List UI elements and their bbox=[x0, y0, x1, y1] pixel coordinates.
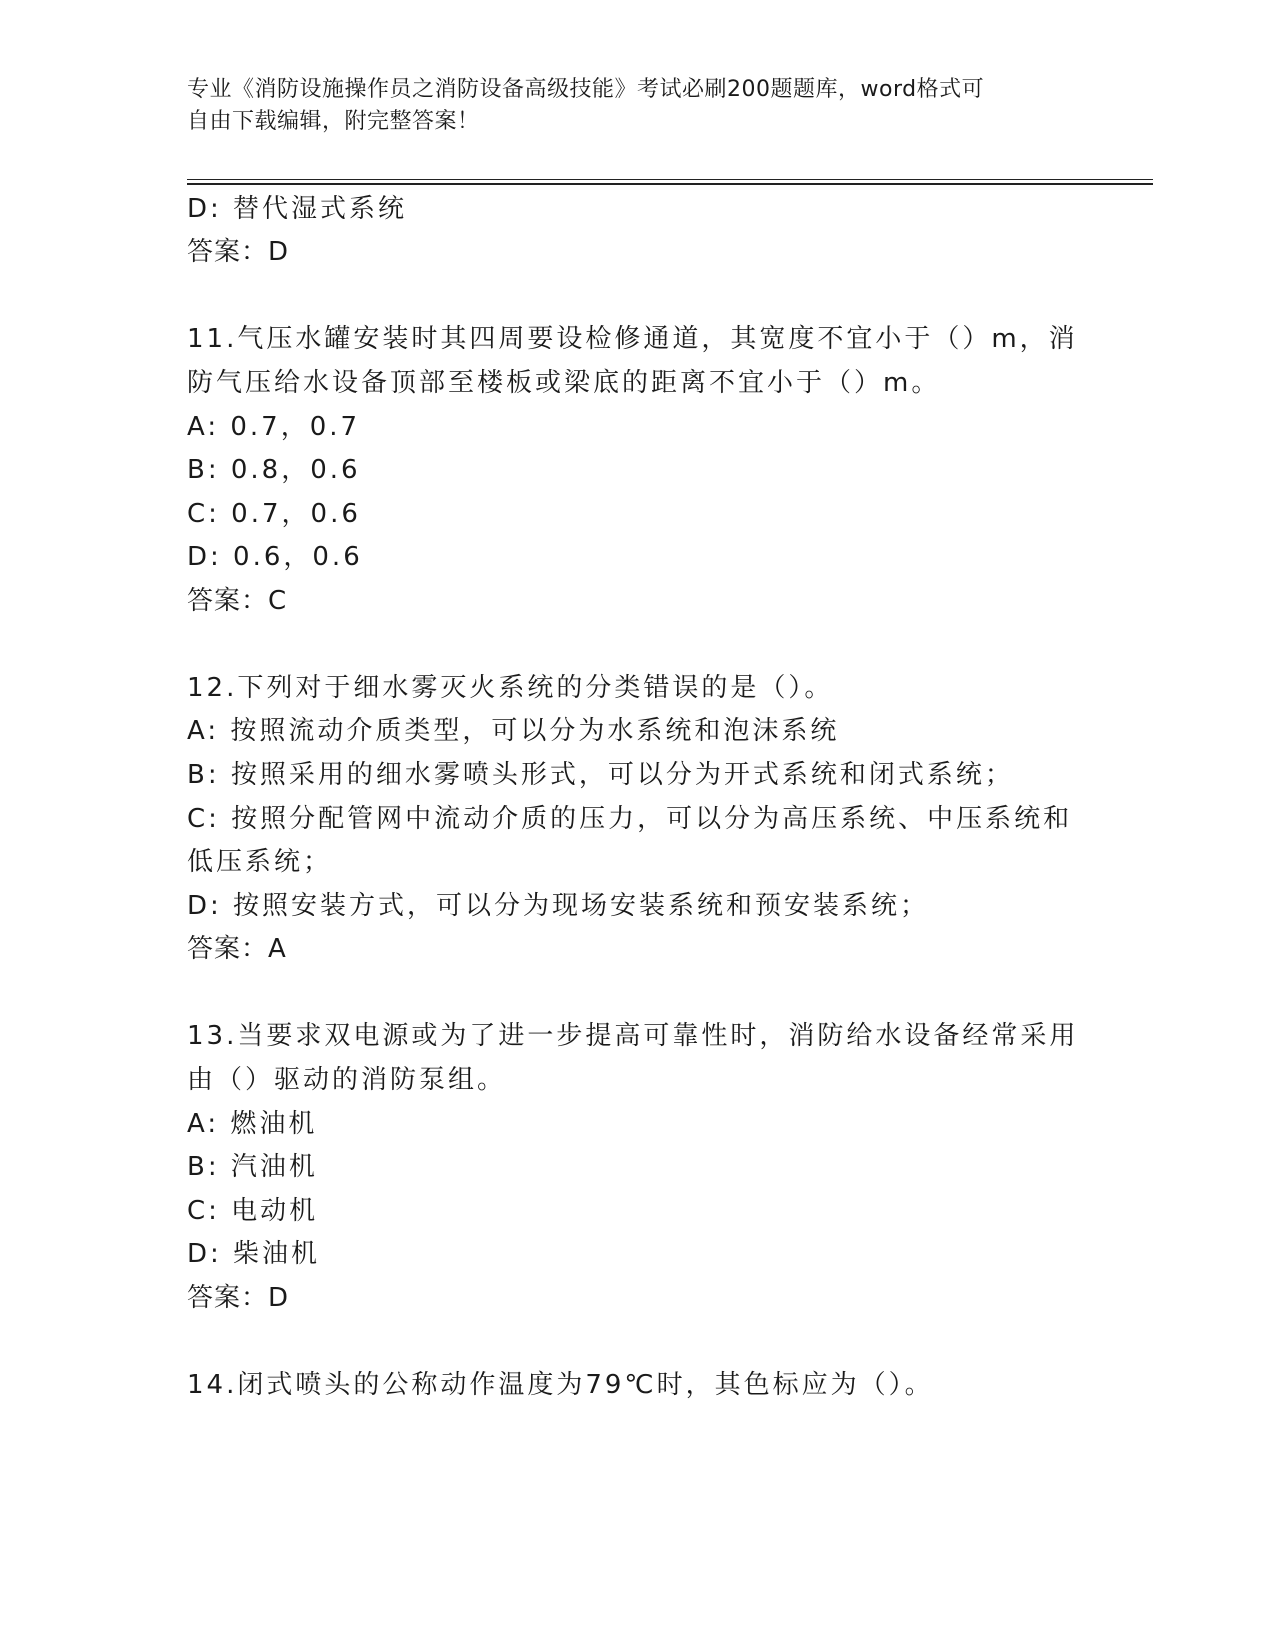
q11-answer: 答案：C bbox=[187, 586, 288, 616]
header-divider-thin bbox=[187, 179, 1153, 180]
q12-stem: 12.下列对于细水雾灭火系统的分类错误的是（）。 bbox=[187, 673, 834, 703]
q10-option-d: D: 替代湿式系统 bbox=[187, 194, 408, 224]
q12-option-a: A: 按照流动介质类型，可以分为水系统和泡沫系统 bbox=[187, 716, 840, 746]
q11-option-d: D: 0.6，0.6 bbox=[187, 542, 363, 572]
q12-option-b: B: 按照采用的细水雾喷头形式，可以分为开式系统和闭式系统； bbox=[187, 760, 1014, 790]
q11-stem-line-1: 11.气压水罐安装时其四周要设检修通道，其宽度不宜小于（）m，消 bbox=[187, 324, 1078, 354]
q11-stem-line-2: 防气压给水设备顶部至楼板或梁底的距离不宜小于（）m。 bbox=[187, 368, 941, 398]
q13-option-c: C: 电动机 bbox=[187, 1196, 319, 1226]
q11-option-c: C: 0.7，0.6 bbox=[187, 499, 361, 529]
header-divider-thick bbox=[187, 183, 1153, 185]
header-line-2: 自由下载编辑，附完整答案！ bbox=[187, 109, 480, 134]
q13-option-d: D: 柴油机 bbox=[187, 1239, 321, 1269]
q14-stem: 14.闭式喷头的公称动作温度为79℃时，其色标应为（）。 bbox=[187, 1370, 934, 1400]
q13-option-b: B: 汽油机 bbox=[187, 1152, 318, 1182]
q12-answer: 答案：A bbox=[187, 934, 287, 964]
q13-stem-line-1: 13.当要求双电源或为了进一步提高可靠性时，消防给水设备经常采用 bbox=[187, 1021, 1079, 1051]
header-line-1: 专业《消防设施操作员之消防设备高级技能》考试必刷200题题库，word格式可 bbox=[187, 77, 985, 102]
q13-option-a: A: 燃油机 bbox=[187, 1109, 318, 1139]
q13-answer: 答案：D bbox=[187, 1283, 290, 1313]
q12-option-c-line-2: 低压系统； bbox=[187, 847, 333, 877]
document-header bbox=[187, 74, 1067, 138]
q11-option-b: B: 0.8，0.6 bbox=[187, 455, 361, 485]
q11-option-a: A: 0.7，0.7 bbox=[187, 412, 361, 442]
q12-option-d: D: 按照安装方式，可以分为现场安装系统和预安装系统； bbox=[187, 891, 930, 921]
q10-answer: 答案：D bbox=[187, 237, 290, 267]
q13-stem-line-2: 由（）驱动的消防泵组。 bbox=[187, 1065, 507, 1095]
q12-option-c-line-1: C: 按照分配管网中流动介质的压力，可以分为高压系统、中压系统和 bbox=[187, 804, 1073, 834]
